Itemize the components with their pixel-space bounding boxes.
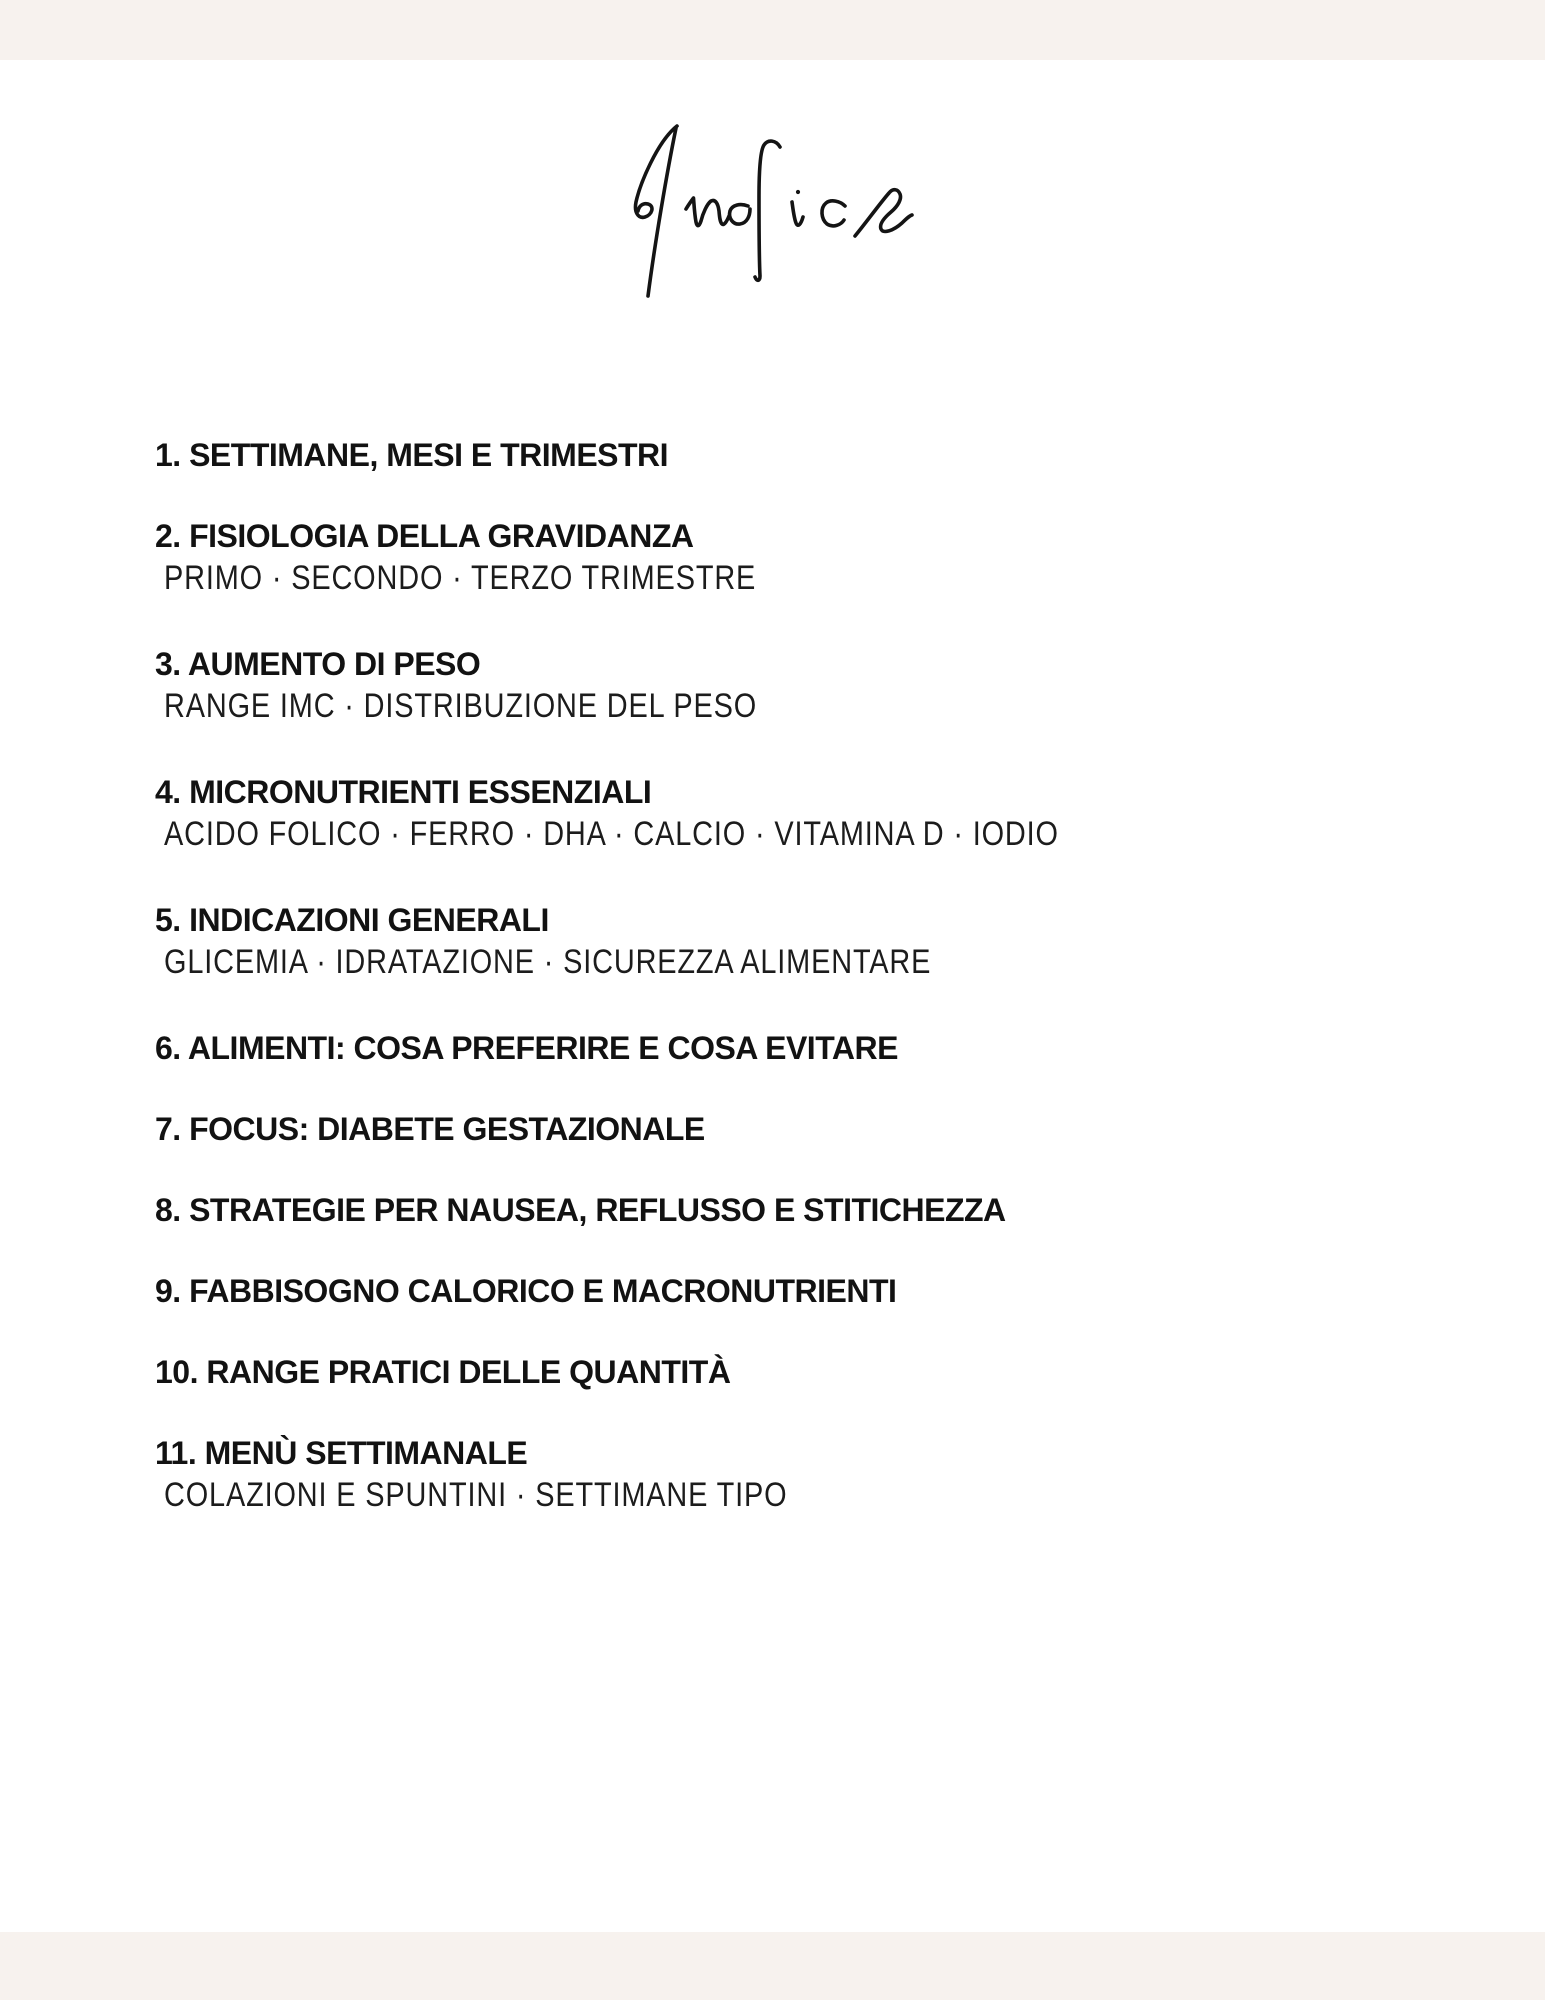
- toc-item-label: FABBISOGNO CALORICO E MACRONUTRIENTI: [189, 1273, 897, 1309]
- indice-script-title: [593, 92, 953, 312]
- toc-item: [155, 1434, 1485, 1515]
- toc-item-label: MICRONUTRIENTI ESSENZIALI: [189, 774, 652, 810]
- toc-item-title: [155, 1191, 1485, 1229]
- toc-item-number: 4.: [155, 774, 181, 810]
- toc-item-label: RANGE PRATICI DELLE QUANTITÀ: [206, 1354, 731, 1390]
- toc-item-title: [155, 1029, 1485, 1067]
- toc-item-number: 11.: [155, 1435, 197, 1471]
- toc-item-number: 3.: [155, 646, 181, 682]
- toc-item: [155, 1353, 1485, 1391]
- toc-item-title: [155, 1353, 1485, 1391]
- toc-item-subtitle: ACIDO FOLICO · FERRO · DHA · CALCIO · VITAMINA D · IODIO: [164, 815, 1059, 853]
- toc-item-label: AUMENTO DI PESO: [187, 646, 481, 682]
- toc-item-subtitle: RANGE IMC · DISTRIBUZIONE DEL PESO: [164, 687, 758, 725]
- toc-item-title: [155, 436, 1485, 474]
- toc-item-number: 6.: [155, 1030, 181, 1066]
- toc-item: [155, 901, 1485, 982]
- toc-item-label: FISIOLOGIA DELLA GRAVIDANZA: [189, 518, 694, 554]
- toc-item-label: INDICAZIONI GENERALI: [189, 902, 549, 938]
- toc-item-label: SETTIMANE, MESI E TRIMESTRI: [189, 437, 669, 473]
- toc-item: [155, 517, 1485, 598]
- toc-item-label: FOCUS: DIABETE GESTAZIONALE: [189, 1111, 705, 1147]
- toc-item-number: 9.: [155, 1273, 181, 1309]
- toc-item-label: STRATEGIE PER NAUSEA, REFLUSSO E STITICHEZZA: [189, 1192, 1006, 1228]
- toc-item-title: [155, 1110, 1485, 1148]
- toc-item-number: 2.: [155, 518, 181, 554]
- toc-item-title: [155, 1272, 1485, 1310]
- toc-item-number: 8.: [155, 1192, 181, 1228]
- toc-item: [155, 1191, 1485, 1229]
- toc-item-label: ALIMENTI: COSA PREFERIRE E COSA EVITARE: [187, 1030, 898, 1066]
- toc-item-subtitle: GLICEMIA · IDRATAZIONE · SICUREZZA ALIMENTARE: [164, 943, 932, 981]
- toc-item: [155, 436, 1485, 474]
- toc-item-title: [155, 773, 1485, 811]
- toc-item: [155, 773, 1485, 854]
- toc-item-subtitle: PRIMO · SECONDO · TERZO TRIMESTRE: [164, 559, 757, 597]
- toc-item: [155, 645, 1485, 726]
- toc-item-title: [155, 517, 1485, 555]
- toc-item: [155, 1029, 1485, 1067]
- toc-item-title: [155, 901, 1485, 939]
- toc-item-subtitle: COLAZIONI E SPUNTINI · SETTIMANE TIPO: [164, 1476, 788, 1514]
- toc-item: [155, 1272, 1485, 1310]
- toc-item: [155, 1110, 1485, 1148]
- toc-item-number: 5.: [155, 902, 181, 938]
- toc-item-title: [155, 1434, 1485, 1472]
- toc-item-title: [155, 645, 1485, 683]
- page-title-script: [593, 92, 953, 312]
- toc-item-number: 7.: [155, 1111, 181, 1147]
- toc-item-number: 10.: [155, 1354, 198, 1390]
- toc-item-number: 1.: [155, 437, 181, 473]
- table-of-contents: [155, 436, 1485, 1562]
- toc-item-label: MENÙ SETTIMANALE: [204, 1435, 528, 1471]
